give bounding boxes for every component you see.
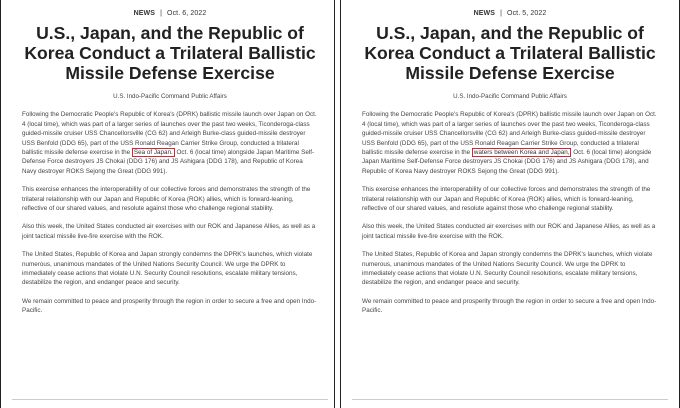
highlighted-location-text: Sea of Japan. [133, 149, 173, 157]
news-label[interactable]: NEWS [133, 10, 156, 17]
article-paragraph-4: The United States, Republic of Korea and Japan strongly condemns the DPRK's launches, which violate numerous, unanimous mandates of the United Nations Security Council. We urge the DPRK to immediately cease actions that violate U.N. Security Council resolutions, escalate military tensions, destabilize the region, and endanger peace and security. [22, 251, 313, 287]
article-paragraph-4: The United States, Republic of Korea and Japan strongly condemns the DPRK's launches, which violate numerous, unanimous mandates of the United Nations Security Council. We urge the DPRK to immediately cease actions that violate U.N. Security Council resolutions, escalate military tensions, destabilize the region, and endanger peace and security. [362, 251, 653, 287]
meta-separator: | [160, 10, 162, 17]
article-paragraph-5: We remain committed to peace and prosperity through the region in order to secure a free and open Indo-Pacific. [22, 297, 317, 315]
article-paragraph-2: This exercise enhances the interoperability of our collective forces and demonstrates the strength of the trilateral relationship with our Japan and Republic of Korea (ROK) allies, which is forward-leaning, reflective of our shared values, and resolute against those who challenge regional stability. [362, 186, 651, 213]
left-divider-line [0, 0, 1, 408]
paragraph-text: Oct. 6 (local time) alongside Japan Maritime Self-Defense Force destroyers JS Chokai (DDG 176) and JS Ashigara (DDG 178), and Republic of Korea Navy destroyer ROKS Sejong the Great (DDG 991). [362, 149, 652, 175]
bottom-divider [352, 399, 668, 400]
news-label[interactable]: NEWS [473, 10, 496, 17]
center-divider-line [334, 0, 335, 408]
article-paragraph-3: Also this week, the United States conducted air exercises with our ROK and Japanese Allies, as well as a joint tactical missile live-fire exercise with the ROK. [22, 223, 316, 240]
bottom-divider [12, 399, 328, 400]
paragraph-text: Following the Democratic People's Republic of Korea's (DPRK) ballistic missile launch over Japan on Oct. 4 (local time), which was part of a larger series of launches over the past two weeks, Ticonderoga-class guided-missile cruiser USS Chancellorsville (CG 62) and Arleigh Burke-class guided-missile destroyer USS Benfold (DDG 65), part of the USS Ronald Reagan Carrier Strike Group, conducted a trilateral ballistic missile defense exercise in the [362, 111, 657, 157]
article-title: U.S., Japan, and the Republic of Korea Conduct a Trilateral Ballistic Missile Defense Exercise [24, 23, 316, 83]
article-title: U.S., Japan, and the Republic of Korea Conduct a Trilateral Ballistic Missile Defense Exercise [364, 23, 656, 83]
article-paragraph-3: Also this week, the United States conducted air exercises with our ROK and Japanese Allies, as well as a joint tactical missile live-fire exercise with the ROK. [362, 223, 656, 240]
article-paragraph-1 [352, 110, 668, 176]
article-panel-left [12, 0, 328, 408]
article-byline: U.S. Indo-Pacific Command Public Affairs [113, 93, 227, 101]
article-paragraph-2: This exercise enhances the interoperability of our collective forces and demonstrates the strength of the trilateral relationship with our Japan and Republic of Korea (ROK) allies, which is forward-leaning, reflective of our shared values, and resolute against those who challenge regional stability. [22, 186, 311, 213]
paragraph-text: Following the Democratic People's Republic of Korea's (DPRK) ballistic missile launch over Japan on Oct. 4 (local time), which was part of a larger series of launches over the past two weeks, Ticonderoga-class guided-missile cruiser USS Chancellorsville (CG 62) and Arleigh Burke-class guided-missile destroyer USS Benfold (DDG 65), part of the USS Ronald Reagan Carrier Strike Group, conducted a trilateral ballistic missile defense exercise in the [22, 111, 317, 157]
article-date: Oct. 5, 2022 [507, 10, 547, 17]
meta-separator: | [500, 10, 502, 17]
article-paragraph-5: We remain committed to peace and prosperity through the region in order to secure a free and open Indo-Pacific. [362, 297, 657, 315]
center-divider-line-2 [340, 0, 341, 408]
article-byline: U.S. Indo-Pacific Command Public Affairs [453, 93, 567, 101]
paragraph-text: Oct. 6 (local time) alongside Japan Maritime Self-Defense Force destroyers JS Chokai (DDG 176) and JS Ashigara (DDG 178), and Republic of Korea Navy destroyer ROKS Sejong the Great (DDG 991). [22, 149, 315, 175]
highlighted-location-text: waters between Korea and Japan, [473, 149, 570, 157]
article-date: Oct. 6, 2022 [167, 10, 207, 17]
article-panel-right [352, 0, 668, 408]
article-meta [352, 10, 668, 17]
article-meta [12, 10, 328, 17]
article-paragraph-1 [12, 110, 328, 176]
